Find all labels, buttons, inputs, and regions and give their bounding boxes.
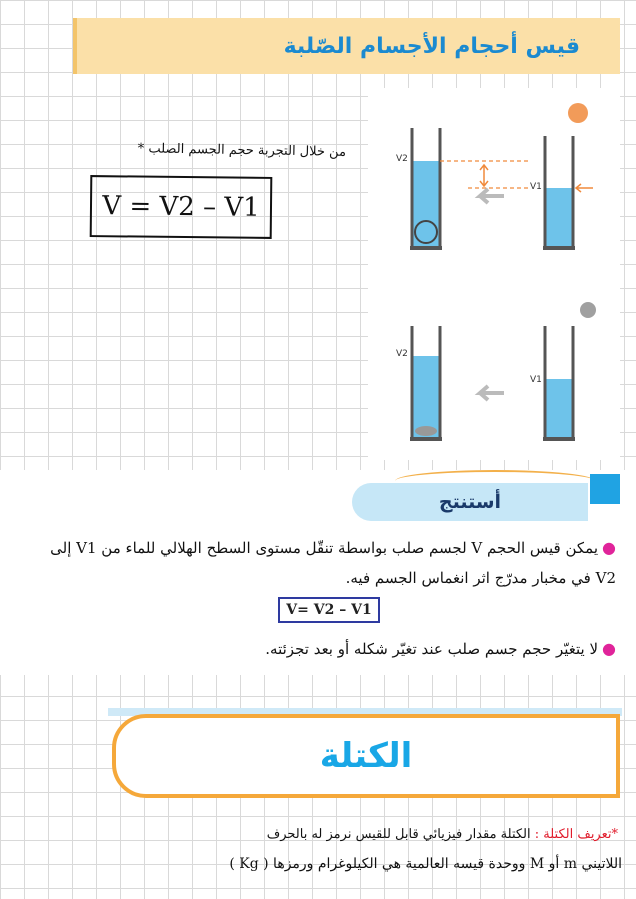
mass-definition-line-2: اللاتيني m أو M ووحدة قيسه العالمية هي الكيلوغرام ورمزها ( Kg ) [229,856,622,872]
left-arrow-icon [480,189,504,203]
mass-definition-line-1 [18,827,618,842]
left-arrow-icon-2 [480,386,504,400]
bullet-item-1-cont [26,567,616,589]
conclusion-square [590,474,620,504]
level-arrow-icon [576,184,593,192]
mass-banner [112,714,620,798]
cylinder-top-left [410,128,442,250]
label-top-left: V2 [396,154,408,164]
height-arrow-icon [480,165,488,186]
gravel-icon [580,302,596,318]
cylinders-diagram [368,88,620,460]
bullet-item-1 [26,537,616,559]
conclusion-heading-text: أستنتج [438,491,502,513]
cylinder-top-right [543,136,575,250]
bullet-dot-icon: ● [602,639,616,658]
bullet-item-2 [26,638,616,660]
equation-box [278,597,380,623]
cylinder-bottom-right [543,326,575,441]
bullet-2-text: لا يتغيّر حجم جسم صلب عند تغيّر شكله أو بعد تجزئته. [265,640,599,658]
bullet-1-line-2: V2 في مخبار مدرّج اثر انغماس الجسم فيه. [345,569,616,587]
cylinder-bottom-left [410,326,442,441]
equation-text: V= V2 – V1 [286,602,372,618]
label-top-right: V1 [530,182,542,192]
bullet-1-line-1: يمكن قيس الحجم V لجسم صلب بواسطة تنقّل مستوى السطح الهلالي للماء من V1 إلى [50,539,599,557]
mass-definition-text-1: الكتلة مقدار فيزيائي قابل للقيس نرمز له بالحرف [266,827,531,842]
rock-icon [568,103,588,123]
mass-heading: الكتلة [319,736,413,776]
mass-definition-label: *تعريف الكتلة : [534,827,618,842]
label-bottom-right: V1 [530,375,542,385]
handwritten-formula-box [90,175,273,239]
page-title: قيس أحجام الأجسام الصّلبة [283,33,580,59]
handwritten-note: * من خلال التجربة حجم الجسم الصلب [137,141,347,160]
conclusion-heading [352,483,588,521]
handwritten-formula: V = V2 – V1 [102,191,260,223]
label-bottom-left: V2 [396,349,408,359]
cylinders-figure [368,88,620,460]
title-banner [73,18,620,74]
bullet-dot-icon: ● [602,538,616,557]
